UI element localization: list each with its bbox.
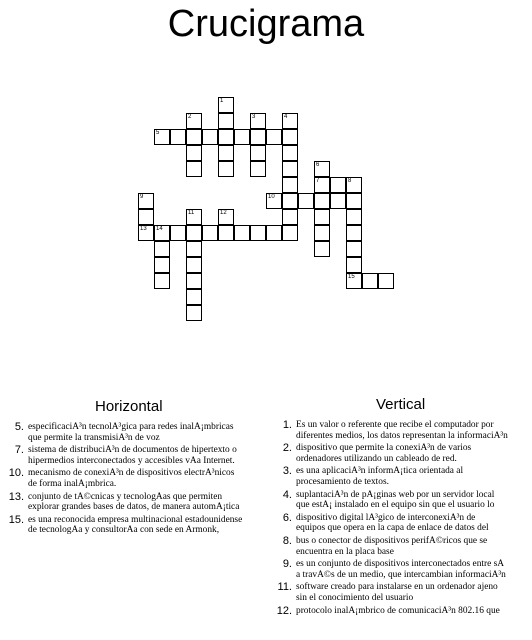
horizontal-clue [2,468,264,489]
crossword-cell[interactable] [170,129,186,145]
clue-text-line: de forma inalÃ¡mbrica. [28,478,117,489]
clue-text-line: es un conjunto de dispositivos interconectados entre sÃ [296,559,505,570]
crossword-cell[interactable] [186,289,202,305]
vertical-clue [270,559,532,580]
crossword-cell[interactable] [314,209,330,225]
crossword-cell[interactable] [282,209,298,225]
horizontal-clue [2,422,264,443]
crossword-cell[interactable] [202,225,218,241]
crossword-cell[interactable] [202,129,218,145]
cell-number: 8 [348,178,352,184]
crossword-cell[interactable] [314,161,330,177]
cell-number: 15 [348,274,355,280]
crossword-cell[interactable] [186,257,202,273]
clue-number: 3. [282,465,292,478]
crossword-cell[interactable] [218,225,234,241]
crossword-cell[interactable] [282,113,298,129]
vertical-clue [270,513,532,534]
crossword-cell[interactable] [346,241,362,257]
crossword-cell[interactable] [250,161,266,177]
crossword-cell[interactable] [346,225,362,241]
clue-text-line: software creado para instalarse en un ordenador ajeno [296,582,498,593]
crossword-cell[interactable] [170,225,186,241]
clue-number: 10. [8,467,24,480]
crossword-cell[interactable] [314,193,330,209]
cell-number: 13 [140,226,147,232]
cell-number: 6 [316,162,320,168]
clue-text-line: equipos que opera en la capa de enlace de datos del [296,523,489,534]
clue-text-line: sistema de distribuciÃ³n de documentos de hipertexto o [28,445,237,456]
horizontal-clue [2,515,264,536]
crossword-cell[interactable] [138,209,154,225]
vertical-clue [270,606,532,617]
crossword-cell[interactable] [218,129,234,145]
crossword-cell[interactable] [250,113,266,129]
clue-text-line: hipermedios interconectados y accesibles vÃa Internet. [28,455,235,466]
crossword-cell[interactable] [186,145,202,161]
crossword-cell[interactable] [186,161,202,177]
vertical-clue [270,466,532,487]
clue-number: 2. [282,442,292,455]
crossword-cell[interactable] [186,273,202,289]
clue-text-line: sin el conocimiento del usuario [296,592,414,603]
clue-number: 8. [282,534,292,547]
crossword-cell[interactable] [218,145,234,161]
cell-number: 1 [220,98,224,104]
vertical-heading: Vertical [376,396,426,413]
clue-text-line: diferentes medios, los datos representan la informaciÃ³n [296,430,508,441]
crossword-cell[interactable] [186,305,202,321]
crossword-cell[interactable] [314,177,330,193]
clue-text-line: que estÃ¡ instalado en el equipo sin que el usuario lo [296,500,495,511]
crossword-cell[interactable] [282,193,298,209]
crossword-cell[interactable] [138,193,154,209]
cell-number: 11 [188,210,195,216]
clue-number: 9. [282,558,292,571]
vertical-clue [270,536,532,557]
clue-text-line: protocolo inalÃ¡mbrico de comunicaciÃ³n 802.16 que [296,605,500,616]
clue-text-line: mecanismo de conexiÃ³n de dispositivos electrÃ³nicos [28,468,235,479]
crossword-cell[interactable] [282,177,298,193]
crossword-cell[interactable] [378,273,394,289]
crossword-cell[interactable] [218,97,234,113]
clue-text-line: ordenadores utilizando un cableado de red. [296,453,457,464]
vertical-clue [270,490,532,511]
clue-text-line: conjunto de tÃ©cnicas y tecnologÃas que permiten [28,491,223,502]
clue-text-line: Es un valor o referente que recibe el computador por [296,420,494,430]
cell-number: 14 [156,226,163,232]
crossword-cell[interactable] [298,193,314,209]
crossword-cell[interactable] [186,241,202,257]
vertical-clue [270,443,532,464]
crossword-cell[interactable] [346,273,362,289]
clue-text-line: encuentra en la placa base [296,546,394,557]
page-title: Crucigrama [167,3,365,45]
crossword-cell[interactable] [330,177,346,193]
cell-number: 7 [316,178,320,184]
crossword-cell[interactable] [346,177,362,193]
crossword-cell[interactable] [218,209,234,225]
clue-text-line: es una aplicaciÃ³n informÃ¡tica orientada al [296,466,464,477]
crossword-cell[interactable] [186,225,202,241]
crossword-cell[interactable] [314,225,330,241]
clue-text-line: especificaciÃ³n tecnolÃ³gica para redes inalÃ¡mbricas [28,422,234,432]
crossword-cell[interactable] [186,129,202,145]
clue-text-line: que permite la transmisiÃ³n de voz [28,432,160,443]
crossword-cell[interactable] [154,129,170,145]
cell-number: 12 [220,210,227,216]
crossword-cell[interactable] [266,225,282,241]
crossword-cell[interactable] [266,129,282,145]
crossword-cell[interactable] [346,193,362,209]
cell-number: 5 [156,130,160,136]
horizontal-clue-list [2,422,264,538]
clue-text-line: es una reconocida empresa multinacional estadounidense [28,514,243,525]
clue-number: 5. [14,421,24,433]
cell-number: 9 [140,194,144,200]
crossword-cell[interactable] [154,225,170,241]
crossword-cell[interactable] [218,113,234,129]
cell-number: 10 [268,194,275,200]
clue-number: 6. [282,511,292,524]
horizontal-heading: Horizontal [95,398,163,415]
clue-text-line: bus o conector de dispositivos perifÃ©ricos que se [296,535,488,546]
crossword-cell[interactable] [234,225,250,241]
crossword-cell[interactable] [346,209,362,225]
clue-number: 1. [282,419,292,431]
crossword-cell[interactable] [282,161,298,177]
crossword-cell[interactable] [218,161,234,177]
crossword-cell[interactable] [250,129,266,145]
crossword-cell[interactable] [282,225,298,241]
cell-number: 4 [284,114,288,120]
crossword-cell[interactable] [186,209,202,225]
crossword-cell[interactable] [282,129,298,145]
clue-text-line: dispositivo digital lÃ³gico de interconexiÃ³n de [296,512,476,523]
horizontal-clue [2,445,264,466]
vertical-clue [270,420,532,441]
crossword-cell[interactable] [346,257,362,273]
crossword-cell[interactable] [250,225,266,241]
crossword-cell[interactable] [154,257,170,273]
horizontal-clue [2,492,264,513]
crossword-cell[interactable] [234,129,250,145]
clue-text-line: de tecnologÃa y consultorÃa con sede en Armonk, [28,525,220,536]
clue-number: 4. [282,488,292,501]
clue-text-line: dispositivo que permite la conexiÃ³n de varios [296,443,472,454]
cell-number: 2 [188,114,192,120]
clue-number: 15. [8,513,24,526]
clue-text-line: suplantaciÃ³n de pÃ¡ginas web por un servidor local [296,489,495,500]
crossword-cell[interactable] [186,113,202,129]
crossword-cell[interactable] [314,241,330,257]
clue-text-line: a travÃ©s de un medio, que intercambian informaciÃ³n [296,569,506,580]
clue-number: 12. [276,604,292,617]
crossword-cell[interactable] [154,273,170,289]
vertical-clue [270,582,532,603]
crossword-cell[interactable] [250,145,266,161]
cell-number: 3 [252,114,256,120]
clue-text-line: procesamiento de textos. [296,476,389,487]
crossword-cell[interactable] [282,145,298,161]
crossword-cell[interactable] [154,241,170,257]
clue-text-line: explorar grandes bases de datos, de manera automÃ¡tica [28,502,240,513]
crossword-cell[interactable] [362,273,378,289]
crossword-cell[interactable] [138,225,154,241]
clue-number: 7. [14,444,24,457]
clue-number: 11. [277,581,292,594]
clue-number: 13. [8,490,24,503]
crossword-cell[interactable] [330,193,346,209]
vertical-clue-list [270,420,532,618]
crossword-cell[interactable] [266,193,282,209]
